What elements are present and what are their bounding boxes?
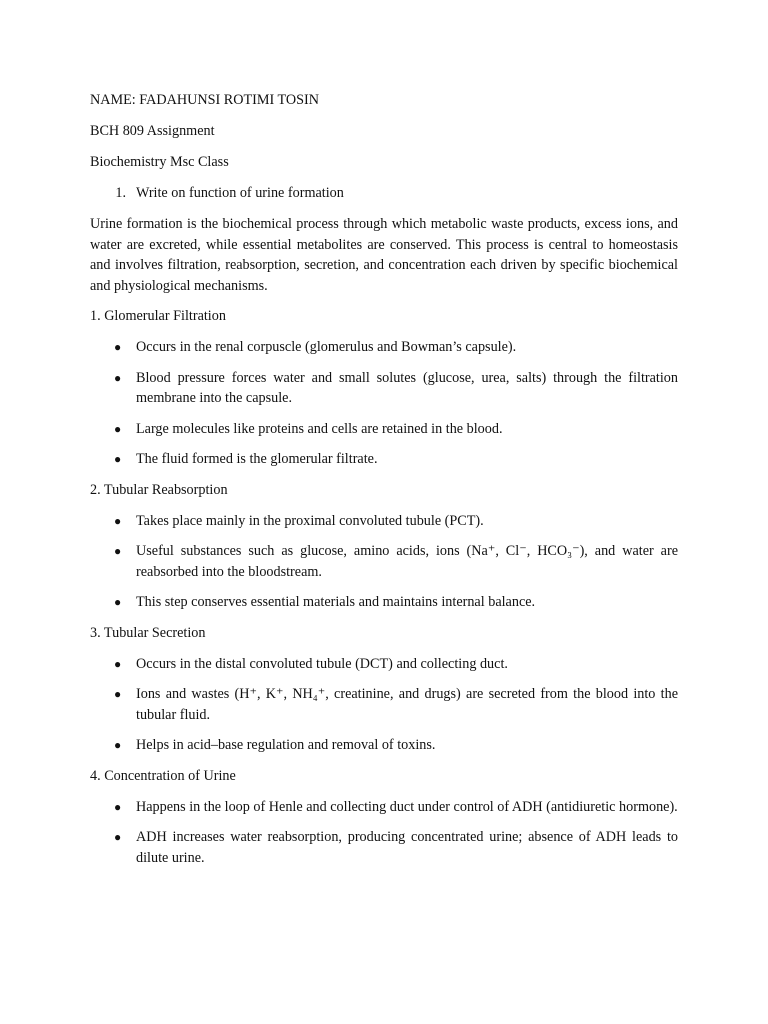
bullet-icon: ●: [114, 370, 122, 385]
bullet-text: Ions and wastes (H⁺, K⁺, NH₄⁺, creatinine, and drugs) are secreted from the blood into the tubular fluid.: [136, 686, 678, 723]
bullet-icon: ●: [114, 656, 122, 671]
bullet-icon: ●: [114, 687, 122, 701]
bullet-item: [90, 592, 678, 613]
bullet-item: [90, 449, 678, 470]
bullet-icon: ●: [114, 544, 122, 558]
bullet-icon: ●: [114, 421, 122, 436]
bullet-list: [90, 337, 678, 470]
bullet-item: [90, 735, 678, 756]
bullet-icon: ●: [114, 738, 122, 752]
bullet-item: [90, 684, 678, 725]
question-number: 1.: [115, 185, 126, 201]
bullet-item: [90, 797, 678, 818]
bullet-text: Takes place mainly in the proximal convoluted tubule (PCT).: [136, 512, 484, 529]
question-text: Write on function of urine formation: [136, 185, 344, 201]
bullet-icon: ●: [114, 340, 122, 354]
bullet-list: [90, 654, 678, 756]
bullet-text: The fluid formed is the glomerular filtrate.: [136, 451, 378, 467]
class-label: Biochemistry Msc Class: [90, 154, 229, 170]
bullet-item: [90, 654, 678, 675]
student-name: NAME: FADAHUNSI ROTIMI TOSIN: [90, 92, 319, 108]
bullet-item: [90, 419, 678, 440]
section-tubular-reabsorption: [90, 480, 678, 613]
document-page: [90, 90, 678, 878]
question-item: [90, 183, 678, 204]
section-heading: 2. Tubular Reabsorption: [90, 481, 228, 498]
bullet-text: Occurs in the distal convoluted tubule (DCT) and collecting duct.: [136, 655, 508, 672]
section-heading: 1. Glomerular Filtration: [90, 308, 226, 324]
bullet-text: Large molecules like proteins and cells are retained in the blood.: [136, 420, 503, 437]
bullet-icon: ●: [114, 513, 122, 528]
bullet-text: Blood pressure forces water and small solutes (glucose, urea, salts) through the filtration membrane into the capsule.: [136, 369, 678, 406]
bullet-item: [90, 337, 678, 358]
section-concentration-of-urine: [90, 766, 678, 869]
bullet-icon: ●: [114, 452, 122, 466]
bullet-icon: ●: [114, 595, 122, 609]
bullet-text: Useful substances such as glucose, amino acids, ions (Na⁺, Cl⁻, HCO₃⁻), and water are reabsorbed into the bloodstream.: [136, 543, 678, 580]
bullet-list: [90, 797, 678, 869]
bullet-text: Helps in acid–base regulation and removal of toxins.: [136, 737, 436, 753]
section-heading: 4. Concentration of Urine: [90, 767, 236, 784]
intro-paragraph: Urine formation is the biochemical process through which metabolic waste products, excess ions, and water are excreted, while essential metabolites are conserved. This process is central to homeostasis and involves filtration, reabsorption, secretion, and concentration each driven by specific biochemical and physiological mechanisms.: [90, 216, 678, 294]
course-title: BCH 809 Assignment: [90, 123, 215, 139]
bullet-text: This step conserves essential materials and maintains internal balance.: [136, 594, 536, 610]
section-glomerular-filtration: [90, 306, 678, 470]
bullet-item: [90, 541, 678, 582]
bullet-text: ADH increases water reabsorption, producing concentrated urine; absence of ADH leads to dilute urine.: [136, 829, 678, 866]
bullet-icon: ●: [114, 799, 122, 814]
bullet-item: [90, 368, 678, 409]
section-tubular-secretion: [90, 623, 678, 756]
bullet-icon: ●: [114, 830, 122, 844]
bullet-list: [90, 511, 678, 613]
bullet-item: [90, 827, 678, 868]
bullet-item: [90, 511, 678, 532]
bullet-text: Occurs in the renal corpuscle (glomerulus and Bowman’s capsule).: [136, 339, 517, 355]
section-heading: 3. Tubular Secretion: [90, 624, 206, 641]
bullet-text: Happens in the loop of Henle and collecting duct under control of ADH (antidiuretic hormone).: [136, 798, 678, 815]
